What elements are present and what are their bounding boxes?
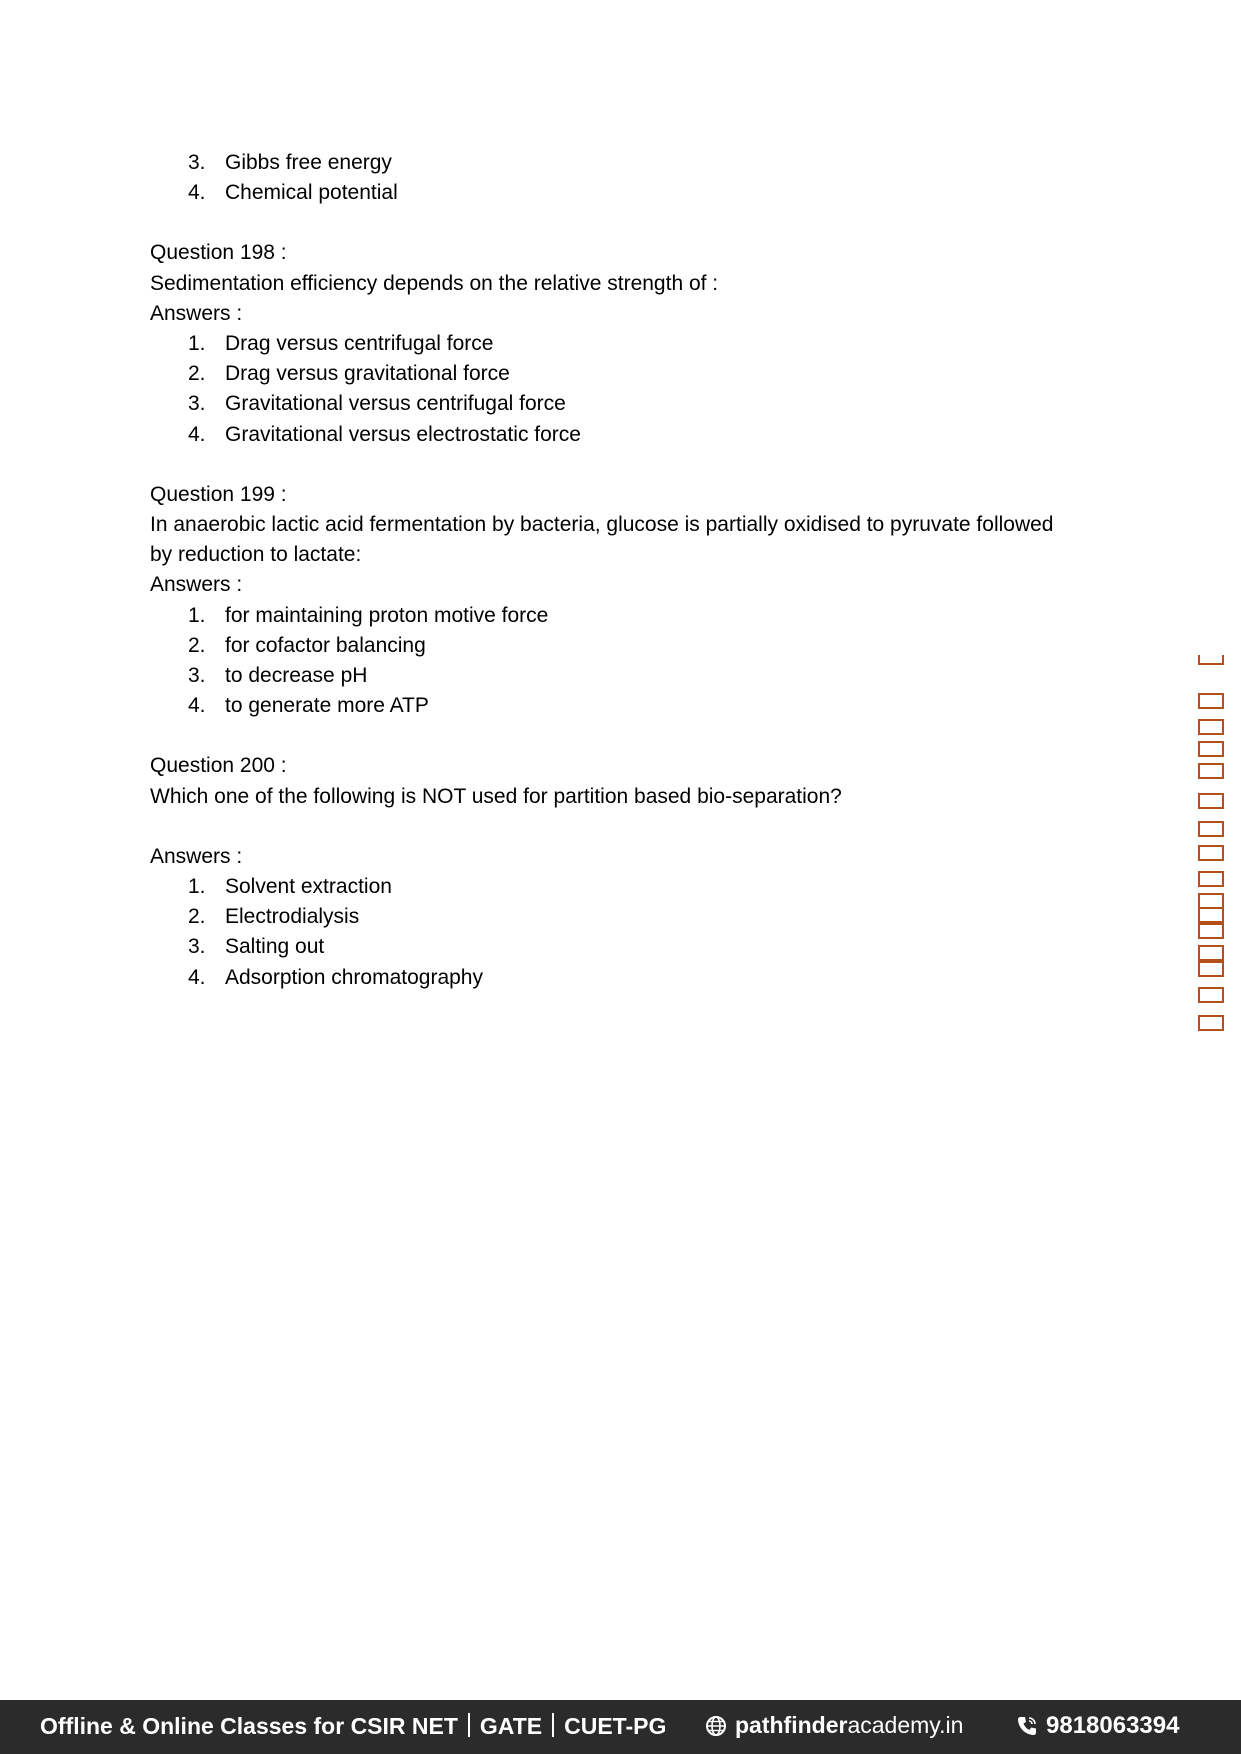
answer-option: 1. Solvent extraction <box>188 875 392 899</box>
question-heading: Question 199 : <box>150 482 287 506</box>
footer-banner <box>0 1700 1241 1754</box>
prev-answers <box>150 148 1070 208</box>
answer-option: 3. Salting out <box>188 935 325 959</box>
answers-label: Answers : <box>150 573 243 597</box>
footer-courses <box>40 1713 666 1740</box>
side-watermark <box>1196 655 1228 1085</box>
footer-gate-text: GATE <box>479 1713 543 1739</box>
watermark-glyph <box>1198 987 1224 1003</box>
document-body <box>150 148 1070 993</box>
footer-divider <box>552 1713 554 1737</box>
answers-label: Answers : <box>150 844 243 868</box>
question-heading: Question 198 : <box>150 241 287 265</box>
answer-option: 3. Gibbs free energy <box>188 151 392 174</box>
website-bold: pathfinder <box>735 1712 848 1738</box>
footer-phone[interactable] <box>1016 1712 1179 1740</box>
answer-option: 1. for maintaining proton motive force <box>188 603 549 627</box>
watermark-glyph <box>1198 961 1224 977</box>
question-block <box>150 480 1070 722</box>
watermark-glyph <box>1198 655 1224 665</box>
watermark-glyph <box>1198 845 1224 861</box>
phone-icon <box>1016 1715 1038 1737</box>
watermark-glyph <box>1198 821 1224 837</box>
answer-option: 4. Gravitational versus electrostatic force <box>188 422 581 446</box>
watermark-glyph <box>1198 871 1224 887</box>
watermark-glyph <box>1198 719 1224 735</box>
watermark-glyph <box>1198 945 1224 961</box>
footer-website[interactable] <box>705 1712 963 1739</box>
footer-divider <box>468 1713 470 1737</box>
answers-label: Answers : <box>150 301 243 325</box>
watermark-glyph <box>1198 1015 1224 1031</box>
watermark-glyph <box>1198 907 1224 923</box>
phone-number: 9818063394 <box>1046 1712 1180 1739</box>
question-heading: Question 200 : <box>150 754 287 778</box>
answer-option: 2. for cofactor balancing <box>188 633 426 657</box>
question-block <box>150 751 1070 992</box>
answer-option: 2. Drag versus gravitational force <box>188 362 510 386</box>
answer-option: 3. Gravitational versus centrifugal force <box>188 392 566 416</box>
question-text: Sedimentation efficiency depends on the relative strength of : <box>150 271 719 295</box>
answer-option: 4. Chemical potential <box>188 181 398 205</box>
answer-option: 1. Drag versus centrifugal force <box>188 332 494 356</box>
footer-cuet-text: CUET-PG <box>564 1713 667 1739</box>
question-text: In anaerobic lactic acid fermentation by bacteria, glucose is partially oxidised to pyruvate followed <box>150 513 1054 537</box>
watermark-glyph <box>1198 923 1224 939</box>
answer-option: 4. to generate more ATP <box>188 694 429 718</box>
watermark-glyph <box>1198 763 1224 779</box>
watermark-glyph <box>1198 793 1224 809</box>
question-text: Which one of the following is NOT used for partition based bio-separation? <box>150 784 842 808</box>
watermark-glyph <box>1198 741 1224 757</box>
footer-classes-text: Offline & Online Classes for CSIR NET <box>40 1713 458 1739</box>
answer-option: 3. to decrease pH <box>188 664 368 688</box>
question-block <box>150 238 1070 449</box>
globe-icon <box>705 1715 727 1737</box>
website-light: academy.in <box>847 1712 964 1738</box>
watermark-glyph <box>1198 693 1224 709</box>
answer-option: 4. Adsorption chromatography <box>188 965 483 989</box>
answer-option: 2. Electrodialysis <box>188 905 360 929</box>
question-text: by reduction to lactate: <box>150 543 362 567</box>
